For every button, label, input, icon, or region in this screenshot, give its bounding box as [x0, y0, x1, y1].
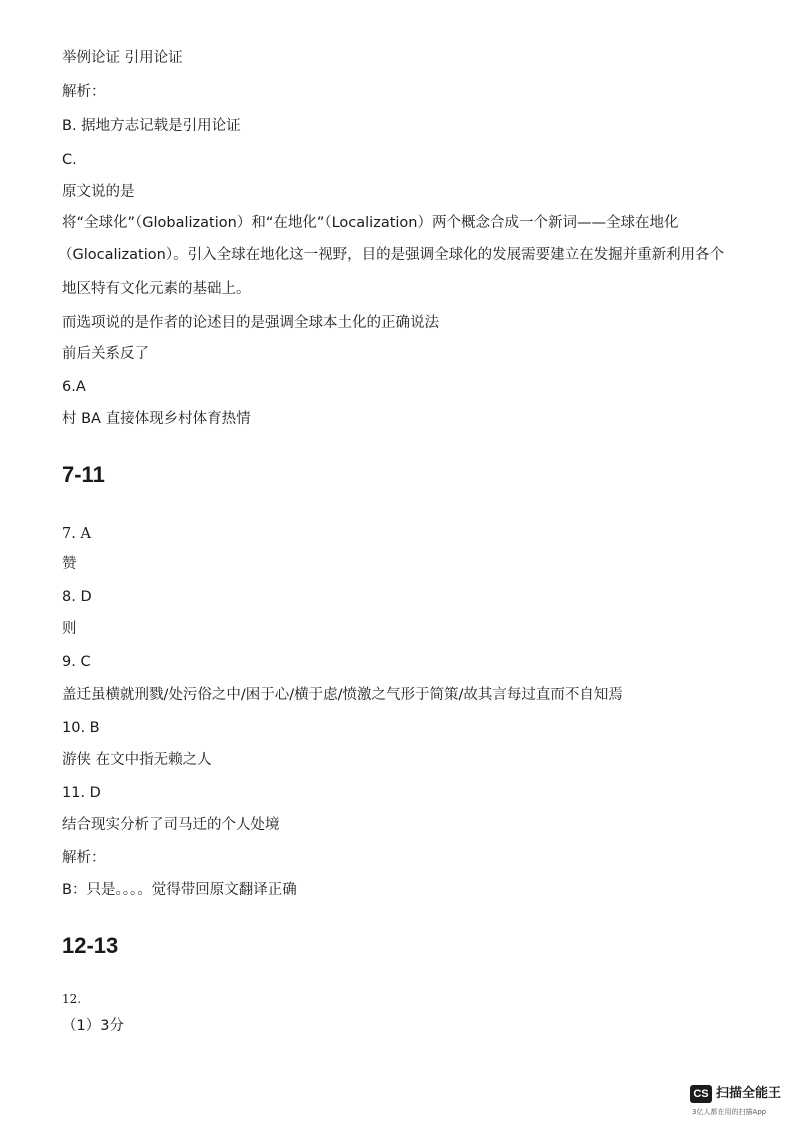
- text-line: 6.A: [62, 379, 86, 395]
- text-line: 原文说的是: [62, 184, 135, 200]
- text-line: 11. D: [62, 785, 101, 801]
- text-line: 赞: [62, 556, 77, 572]
- text-line: 前后关系反了: [62, 346, 149, 362]
- text-line: 则: [62, 621, 77, 637]
- text-line: 而选项说的是作者的论述目的是强调全球本土化的正确说法: [62, 315, 439, 331]
- text-line: 12.: [62, 992, 82, 1006]
- watermark-app-name: 扫描全能王: [716, 1086, 782, 1101]
- text-line: 村 BA 直接体现乡村体育热情: [62, 411, 251, 427]
- section-heading-7-11: 7-11: [62, 462, 105, 487]
- text-line: 解析：: [62, 84, 106, 100]
- text-line: 9. C: [62, 654, 91, 670]
- text-line: 游侠 在文中指无赖之人: [62, 752, 212, 768]
- text-line: 8. D: [62, 589, 92, 605]
- watermark-tagline: 3亿人都在用的扫描App: [692, 1108, 767, 1116]
- text-line: C.: [62, 152, 77, 168]
- text-line: （Glocalization）。引入全球在地化这一视野，目的是强调全球化的发展需要建立在发掘并重新利用各个: [58, 247, 725, 263]
- camscanner-logo-icon: CS: [690, 1085, 712, 1103]
- section-heading-12-13: 12-13: [62, 933, 119, 958]
- text-line: 解析：: [62, 850, 106, 866]
- text-line: 7. A: [62, 526, 91, 542]
- text-line: 举例论证 引用论证: [62, 50, 183, 66]
- text-line: 盖迁虽横就刑戮/处污俗之中/困于心/横于虑/愤激之气形于简策/故其言每过直而不自知焉: [62, 687, 623, 703]
- text-line: 将“全球化”（Globalization）和“在地化”（Localization）两个概念合成一个新词——全球在地化: [62, 215, 679, 231]
- text-line: （1）3分: [62, 1018, 124, 1034]
- text-line: 地区特有文化元素的基础上。: [62, 281, 251, 297]
- text-line: 10. B: [62, 720, 100, 736]
- text-line: 结合现实分析了司马迁的个人处境: [62, 817, 280, 833]
- text-line: B. 据地方志记载是引用论证: [62, 118, 241, 134]
- text-line: B：只是。。。。觉得带回原文翻译正确: [62, 882, 297, 898]
